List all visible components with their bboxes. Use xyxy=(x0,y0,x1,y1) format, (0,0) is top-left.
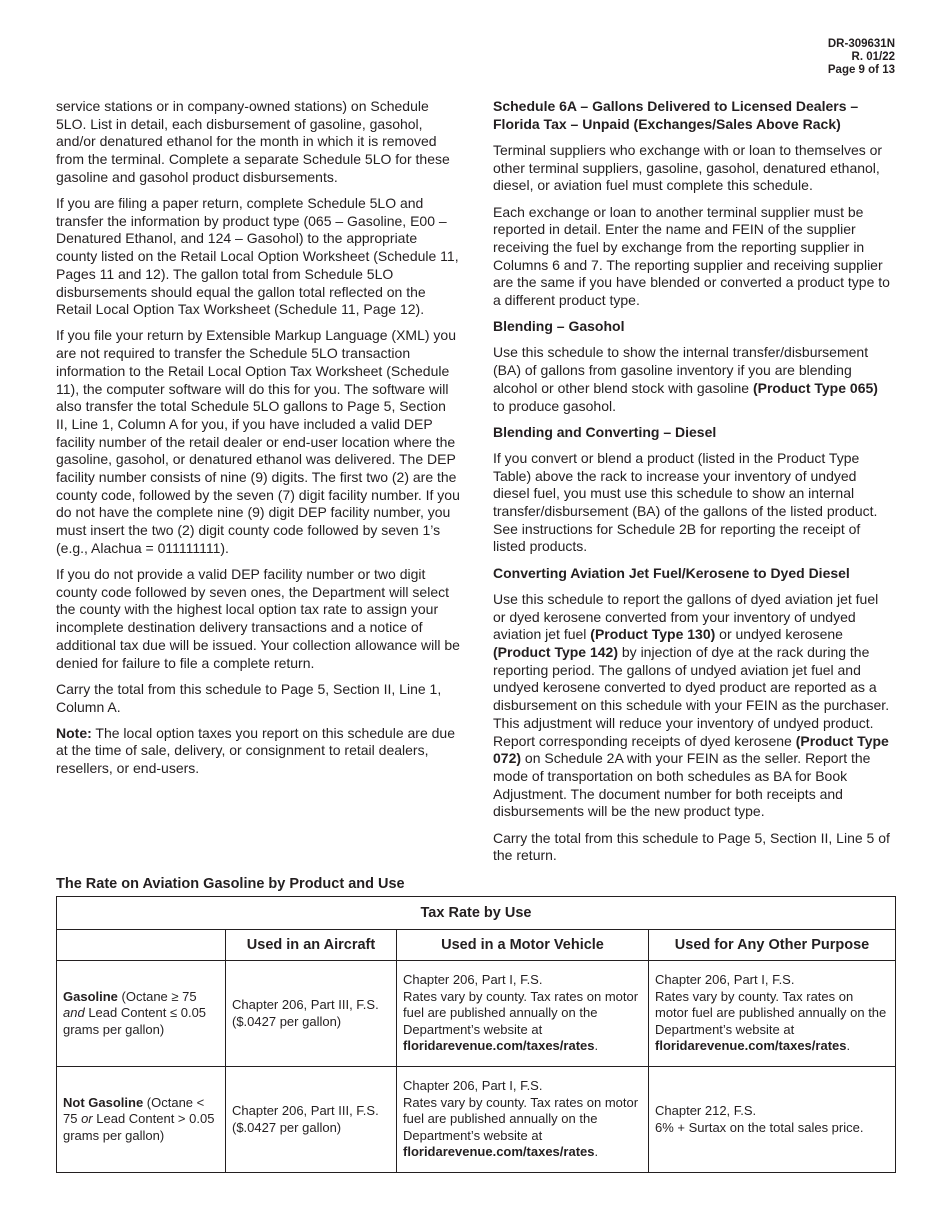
cell-aircraft xyxy=(226,961,397,1067)
text-run: (Octane ≥ 75 xyxy=(117,988,197,1004)
row-label-gasoline xyxy=(57,961,226,1067)
product-type-142: (Product Type 142) xyxy=(493,643,618,660)
col-header-motor-vehicle: Used in a Motor Vehicle xyxy=(397,930,649,961)
table-row xyxy=(57,1067,896,1173)
heading-converting-aviation: Converting Aviation Jet Fuel/Kerosene to Dyed Diesel xyxy=(493,564,850,581)
heading-blending-diesel: Blending and Converting – Diesel xyxy=(493,423,717,440)
chapter-ref: Chapter 206, Part III, F.S. xyxy=(232,996,379,1012)
right-column xyxy=(493,98,893,873)
label-bold: Gasoline xyxy=(63,988,118,1004)
chapter-ref: Chapter 212, F.S. xyxy=(655,1102,757,1118)
rate-description: Rates vary by county. Tax rates on motor fuel are published annually on the Department’s website at xyxy=(655,988,887,1037)
rate-description: 6% + Surtax on the total sales price. xyxy=(655,1119,864,1135)
label-bold: Not Gasoline xyxy=(63,1094,144,1110)
text-run: to produce gasohol. xyxy=(493,397,616,414)
text-run: . xyxy=(594,1038,599,1054)
rate-table xyxy=(56,896,896,1173)
page-number: Page 9 of 13 xyxy=(827,64,895,76)
product-type-130: (Product Type 130) xyxy=(590,626,716,643)
website-link: floridarevenue.com/taxes/rates xyxy=(655,1038,847,1054)
table-row xyxy=(57,930,896,961)
paragraph-paper-return: If you are filing a paper return, complete Schedule 5LO and transfer the information by product type (065 – Gasoline, E00 – Denatured Ethanol, and 124 – Gasohol) to the appropriate county listed on the Retail Local Option Worksheet (Schedule 11, Pages 11 and 12). The gallon total from Schedule 5LO disbursements should equal the gallon total reflected on the Retail Local Option Tax Worksheet (Schedule 11, Page 12). xyxy=(56,195,459,318)
note-label: Note: xyxy=(56,724,92,741)
chapter-ref: Chapter 206, Part I, F.S. xyxy=(403,972,543,988)
paragraph-converting-aviation xyxy=(493,591,893,821)
paragraph-note xyxy=(56,725,461,778)
paragraph-dep-facility: If you do not provide a valid DEP facility number or two digit county code followed by seven ones, the Department will select the county with the highest local option tax rate to assign your incomplete destination delivery transactions and a notice of additional tax due will be issued. Your collection allowance will be denied for failure to file a complete return. xyxy=(56,566,460,671)
rate-description: Rates vary by county. Tax rates on motor fuel are published annually on the Department’s website at xyxy=(403,1094,639,1143)
tax-rate-by-use-header: Tax Rate by Use xyxy=(57,897,896,930)
website-link: floridarevenue.com/taxes/rates xyxy=(403,1144,595,1160)
paragraph-blending-gasohol xyxy=(493,344,893,415)
form-number: DR-309631N xyxy=(827,38,895,50)
product-type-065: (Product Type 065) xyxy=(752,379,878,396)
text-run: by injection of dye at the rack during the reporting period. The gallons of undyed aviation jet fuel and undyed kerosene converted to dyed product are reported as a disbursement on this schedule with your FEIN as the purchaser. This adjustment will reduce your inventory of undyed product. Report corresponding receipts of dyed kerosene xyxy=(493,643,890,749)
text-run: or undyed kerosene xyxy=(715,626,843,643)
label-emphasis: or xyxy=(81,1111,93,1127)
col-header-other-purpose: Used for Any Other Purpose xyxy=(649,930,896,961)
cell-other-purpose xyxy=(649,961,896,1067)
rate-value: ($.0427 per gallon) xyxy=(232,1013,342,1029)
form-revision: R. 01/22 xyxy=(851,51,895,63)
text-run: . xyxy=(846,1038,851,1054)
website-link: floridarevenue.com/taxes/rates xyxy=(403,1038,595,1054)
text-run: Lead Content ≤ 0.05 grams per gallon) xyxy=(63,1005,207,1037)
text-run: (Octane < 75 xyxy=(63,1094,205,1127)
cell-motor-vehicle xyxy=(397,961,649,1067)
text-run: Use this schedule to show the internal transfer/disbursement (BA) of gallons from gasoline inventory if you are blending alcohol or other blend stock with gasoline xyxy=(493,344,869,396)
heading-blending-gasohol: Blending – Gasohol xyxy=(493,318,625,335)
cell-motor-vehicle xyxy=(397,1067,649,1173)
chapter-ref: Chapter 206, Part I, F.S. xyxy=(655,972,795,988)
chapter-ref: Chapter 206, Part III, F.S. xyxy=(232,1102,379,1118)
heading-schedule-6a: Schedule 6A – Gallons Delivered to Licensed Dealers – Florida Tax – Unpaid (Exchanges/Sales Above Rack) xyxy=(493,98,859,132)
chapter-ref: Chapter 206, Part I, F.S. xyxy=(403,1078,543,1094)
table-row xyxy=(57,897,896,930)
paragraph-terminal-suppliers: Terminal suppliers who exchange with or loan to themselves or other terminal suppliers, gasoline, gasohol, denatured ethanol, diesel, or aviation fuel must complete this schedule. xyxy=(493,141,883,194)
paragraph-5lo-detail: service stations or in company-owned stations) on Schedule 5LO. List in detail, each disbursement of gasoline, gasohol, and/or denatured ethanol for the month in which it is removed from the terminal. Complete a separate Schedule 5LO for these gasoline and gasohol product disbursements. xyxy=(56,98,450,185)
label-emphasis: and xyxy=(63,1005,85,1021)
rate-value: ($.0427 per gallon) xyxy=(232,1119,342,1135)
rate-table-title: The Rate on Aviation Gasoline by Product and Use xyxy=(56,876,405,892)
table-row xyxy=(57,961,896,1067)
note-text: The local option taxes you report on this schedule are due at the time of sale, delivery, or consignment to retail dealers, resellers, or end-users. xyxy=(56,724,455,777)
product-type-072: (Product Type 072) xyxy=(493,732,889,767)
paragraph-blending-diesel: If you convert or blend a product (listed in the Product Type Table) above the rack to increase your inventory of undyed diesel fuel, you must use this schedule to show an internal transfer/disbursement (BA) of the gallons of the listed product. See instructions for Schedule 2B for reporting the receipt of listed products. xyxy=(493,449,878,555)
text-run: on Schedule 2A with your FEIN as the seller. Report the mode of transportation on both schedules as BA for Book Adjustment. The document number for both receipts and disbursements will be the new product type. xyxy=(493,750,871,820)
paragraph-exchange-loan: Each exchange or loan to another terminal supplier must be reported in detail. Enter the name and FEIN of the supplier receiving the fuel by exchange from the reporting supplier in Columns 6 and 7. The reporting supplier and receiving supplier are the same if you have blended or converted a product type to a different product type. xyxy=(493,203,890,309)
cell-other-purpose xyxy=(649,1067,896,1173)
paragraph-xml-return: If you file your return by Extensible Markup Language (XML) you are not required to transfer the Schedule 5LO transaction information to the Retail Local Option Tax Worksheet (Schedule 11), the computer software will do this for you. The software will also transfer the total Schedule 5LO gallons to Page 5, Section II, Line 1, Column A for you, if you have included a valid DEP facility number of the retail dealer or end-user location where the gasoline, gasohol, or denatured ethanol was delivered. The DEP facility number consists of nine (9) digits. The first two (2) are the county code, followed by the seven (7) digit facility number. If you do not have the complete nine (9) digit DEP facility number, you must insert the two (2) digit county code followed by seven 1’s (e.g., Alachua = 011111111). xyxy=(56,327,460,556)
form-header xyxy=(828,38,895,77)
paragraph-carry-total: Carry the total from this schedule to Page 5, Section II, Line 1, Column A. xyxy=(56,680,442,715)
empty-header-cell xyxy=(57,930,226,961)
left-column xyxy=(56,98,461,786)
cell-aircraft xyxy=(226,1067,397,1173)
text-run: . xyxy=(594,1144,599,1160)
paragraph-carry-total-line5: Carry the total from this schedule to Page 5, Section II, Line 5 of the return. xyxy=(493,829,890,864)
row-label-not-gasoline xyxy=(57,1067,226,1173)
text-run: Lead Content > 0.05 grams per gallon) xyxy=(63,1111,215,1143)
text-run: Use this schedule to report the gallons of dyed aviation jet fuel or dyed kerosene converted from your inventory of undyed aviation jet fuel xyxy=(493,590,879,643)
col-header-aircraft: Used in an Aircraft xyxy=(226,930,397,961)
rate-description: Rates vary by county. Tax rates on motor fuel are published annually on the Department’s website at xyxy=(403,988,639,1037)
